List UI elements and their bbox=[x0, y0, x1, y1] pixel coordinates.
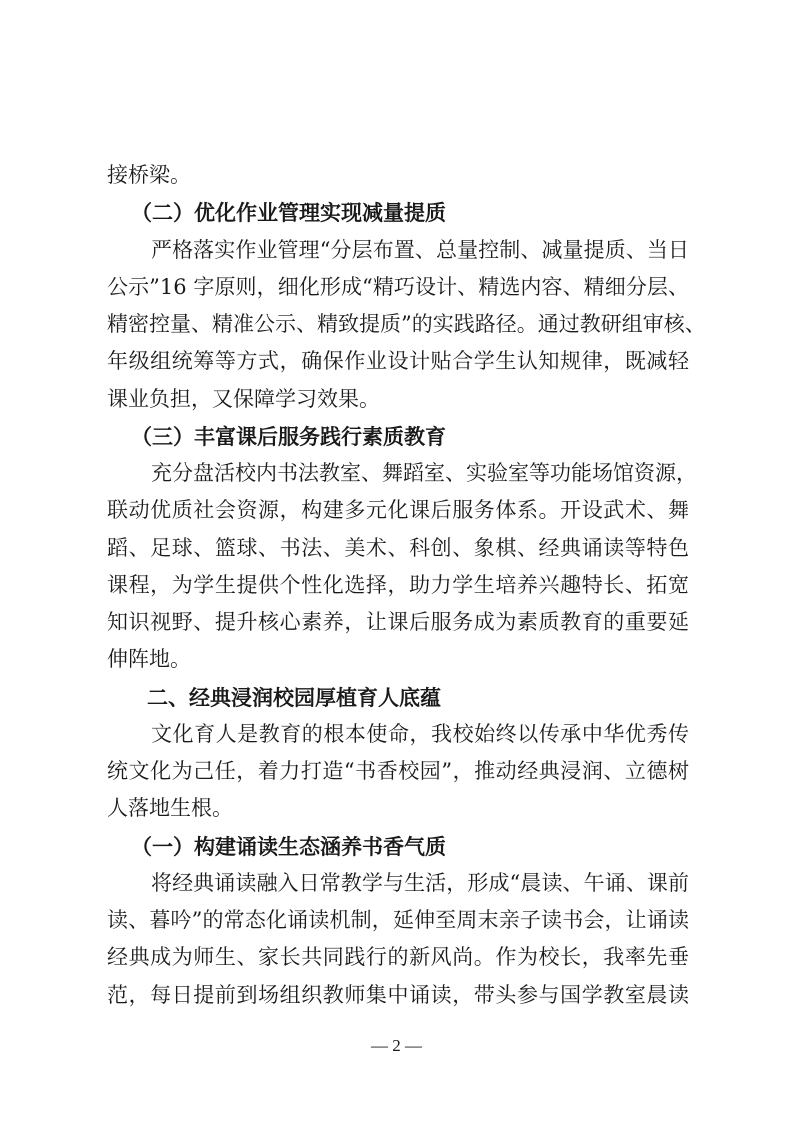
document-body bbox=[107, 157, 706, 1014]
paragraph bbox=[107, 455, 697, 679]
text-line: 年级组统筹等方式，确保作业设计贴合学生认知规律，既减轻 bbox=[107, 349, 689, 374]
section-heading bbox=[107, 679, 689, 716]
text-line: 精密控量、精准公示、精致提质”的实践路径。通过教研组审核、 bbox=[107, 312, 706, 336]
text-line: 统文化为己任，着力打造“书香校园”，推动经典浸润、立德树 bbox=[107, 759, 689, 783]
text-line: 接桥梁。 bbox=[107, 163, 191, 187]
text-line: 蹈、足球、篮球、书法、美术、科创、象棋、经典诵读等特色 bbox=[107, 535, 689, 560]
text-line: 文化育人是教育的根本使命，我校始终以传承中华优秀传 bbox=[151, 721, 689, 746]
text-line: 范，每日提前到场组织教师集中诵读，带头参与国学教室晨读 bbox=[107, 982, 689, 1007]
text-line: 读、暮吟”的常态化诵读机制，延伸至周末亲子读书会，让诵读 bbox=[107, 908, 689, 932]
text-line: （二）优化作业管理实现减量提质 bbox=[131, 200, 446, 226]
text-line: 经典成为师生、家长共同践行的新风尚。作为校长，我率先垂 bbox=[107, 945, 689, 970]
text-line: 公示”16 字原则，细化形成“精巧设计、精选内容、精细分层、 bbox=[107, 274, 689, 299]
page-number: — 2 — bbox=[371, 1036, 422, 1055]
text-line: 严格落实作业管理“分层布置、总量控制、减量提质、当日 bbox=[151, 237, 689, 262]
paragraph bbox=[107, 232, 706, 418]
text-line: （一）构建诵读生态涵养书香气质 bbox=[131, 833, 446, 859]
section-heading bbox=[107, 828, 689, 865]
text-line: 将经典诵读融入日常教学与生活，形成“晨读、午诵、课前 bbox=[151, 870, 689, 895]
text-line: 人落地生根。 bbox=[107, 796, 233, 821]
paragraph bbox=[107, 157, 689, 194]
text-line: （三）丰富课后服务践行素质教育 bbox=[131, 423, 446, 449]
text-line: 联动优质社会资源，构建多元化课后服务体系。开设武术、舞 bbox=[107, 498, 689, 523]
section-heading bbox=[107, 418, 689, 455]
paragraph bbox=[107, 716, 689, 828]
text-line: 知识视野、提升核心素养，让课后服务成为素质教育的重要延 bbox=[107, 610, 689, 634]
section-heading bbox=[107, 194, 689, 231]
text-line: 伸阵地。 bbox=[107, 647, 191, 672]
text-line: 课程，为学生提供个性化选择，助力学生培养兴趣特长、拓宽 bbox=[107, 572, 689, 597]
text-line: 二、经典浸润校园厚植育人底蕴 bbox=[147, 684, 441, 710]
paragraph bbox=[107, 865, 689, 1014]
text-line: 课业负担，又保障学习效果。 bbox=[107, 386, 380, 411]
text-line: 充分盘活校内书法教室、舞蹈室、实验室等功能场馆资源， bbox=[151, 461, 697, 485]
